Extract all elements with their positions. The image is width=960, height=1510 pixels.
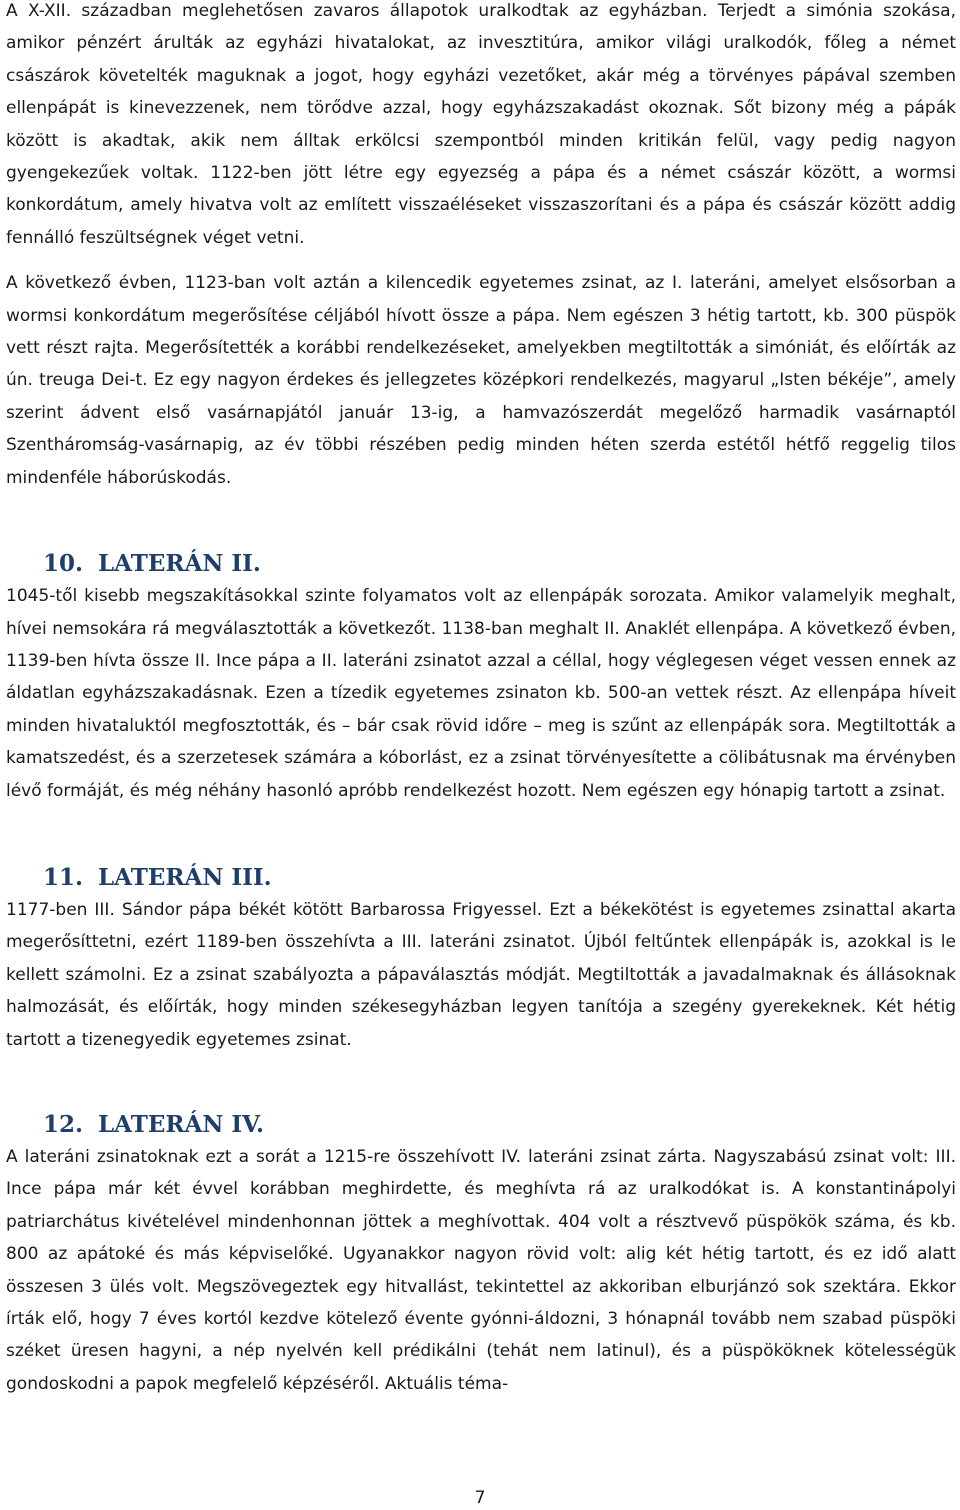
section-heading-lateran-iv (6, 1109, 956, 1141)
section-number: 11. (43, 863, 84, 891)
section-heading-lateran-iii (6, 862, 956, 894)
section-title: LATERÁN III. (98, 863, 272, 891)
section-number: 12. (43, 1110, 84, 1138)
section-heading-lateran-ii (6, 548, 956, 580)
paragraph-lateran-ii: 1045-től kisebb megszakításokkal szinte folyamatos volt az ellenpápák sorozata. Amikor valamelyik meghalt, hívei nemsokára rá megválasztották a következőt. 1138-ban meghalt II. Anaklét ellenpápa. A következő évben, 1139-ben hívta össze II. Ince pápa a II. lateráni zsinatot azzal a céllal, hogy véglegesen véget vessen ennek az áldatlan egyházszakadásnak. Ezen a tízedik egyetemes zsinaton kb. 500-an vettek részt. Az ellenpápa híveit minden hivataluktól megfosztották, és – bár csak rövid időre – meg is szűnt az ellenpápák sora. Megtiltották a kamatszedést, és a szerzetesek számára a kóborlást, ez a zsinat törvényesítette a cölibátusnak ma érvényben lévő formáját, és még néhány hasonló apróbb rendelkezést hozott. Nem egészen egy hónapig tartott a zsinat. (6, 586, 956, 801)
paragraph-intro: A X-XII. században meglehetősen zavaros állapotok uralkodtak az egyházban. Terjedt a simónia szokása, amikor pénzért árulták az egyházi hivatalokat, az invesztitúra, amikor világi uralkodók, főleg a német császárok követelték maguknak a jogot, hogy egyházi vezetőket, akár még a törvényes pápával szemben ellenpápát is kinevezzenek, nem törődve azzal, hogy egyházszakadást okoznak. Sőt bizony még a pápák között is akadtak, akik nem álltak erkölcsi szempontból minden kritikán felül, vagy pedig nagyon gyengekezűek voltak. 1122-ben jött létre egy egyezség a pápa és a német császár között, a wormsi konkordátum, amely hivatva volt az említett visszaéléseket visszaszorítani és a pápa és császár között addig fennálló feszültségnek véget vetni. (6, 1, 956, 248)
paragraph-lateran-iii: 1177-ben III. Sándor pápa békét kötött Barbarossa Frigyessel. Ezt a békekötést is egyetemes zsinattal akarta megerősíttetni, ezért 1189-ben összehívta a III. lateráni zsinatot. Újból feltűntek ellenpápák is, azokkal is le kellett számolni. Ez a zsinat szabályozta a pápaválasztás módját. Megtiltották a javadalmaknak és állásoknak halmozását, és előírták, hogy minden székesegyházban legyen tanítója a szegény gyerekeknek. Két hétig tartott a tizenegyedik egyetemes zsinat. (6, 899, 956, 1050)
paragraph-lateran-i: A következő évben, 1123-ban volt aztán a kilencedik egyetemes zsinat, az I. lateráni, amelyet elsősorban a wormsi konkordátum megerősítése céljából hívott össze a pápa. Nem egészen 3 hétig tartott, kb. 300 püspök vett részt rajta. Megerősítették a korábbi rendelkezéseket, amelyekben megtiltották a simóniát, és előírták az ún. treuga Dei-t. Ez egy nagyon érdekes és jellegzetes középkori rendelkezés, magyarul „Isten békéje”, amely szerint ádvent első vasárnapjától január 13-ig, a hamvazószerdát megelőző harmadik vasárnaptól Szentháromság-vasárnapig, az év többi részében pedig minden héten szerda estétől hétfő reggelig tilos mindenféle háborúskodás. (6, 273, 956, 488)
page-number: 7 (474, 1488, 486, 1508)
section-title: LATERÁN IV. (98, 1110, 264, 1138)
section-number: 10. (43, 550, 84, 578)
document-page (6, 0, 956, 1400)
section-title: LATERÁN II. (98, 550, 261, 578)
paragraph-lateran-iv: A lateráni zsinatoknak ezt a sorát a 1215-re összehívott IV. lateráni zsinat zárta. Nagyszabású zsinat volt: III. Ince pápa már két évvel korábban meghirdette, és meghívta rá az uralkodókat is. A konstantinápolyi patriarchátus kivételével mindenhonnan jöttek a meghívottak. 404 volt a résztvevő püspökök száma, és kb. 800 az apátoké és más képviselőké. Ugyanakkor nagyon rövid volt: alig két hétig tartott, és ez idő alatt összesen 3 ülés volt. Megszövegeztek egy hitvallást, tekintettel az akkoriban elburjánzó sok szektára. Ekkor írták elő, hogy 7 éves kortól kezdve kötelező évente gyónni-áldozni, 3 hónapnál tovább nem szabad püspöki széket üresen hagyni, a nép nyelvén kell prédikálni (tehát nem latinul), és a püspököknek kötelességük gondoskodni a papok megfelelő képzéséről. Aktuális téma- (6, 1146, 956, 1394)
